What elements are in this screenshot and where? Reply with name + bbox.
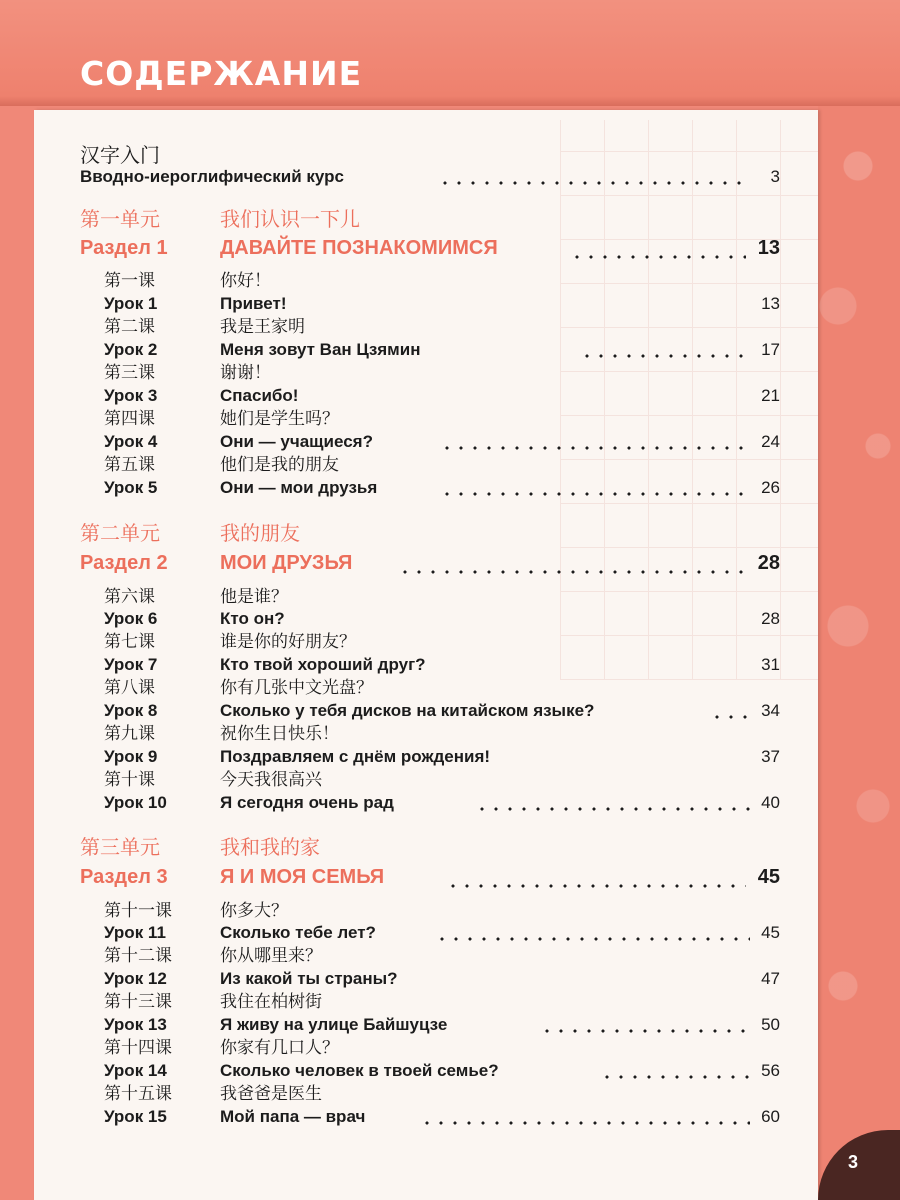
toc-entry-lesson-5[interactable] [80,475,780,501]
lesson-number: Урок 9 [104,747,158,766]
lesson-title: Кто твой хороший друг? [220,655,426,674]
intro-page: 3 [770,167,780,186]
lesson-number: Урок 14 [104,1061,167,1080]
lesson-cn-title: 今天我很高兴 [220,770,322,790]
floral-pattern-strip [818,106,900,1200]
lesson-cn-number: 第二课 [104,317,155,337]
lesson-number: Урок 15 [104,1107,167,1126]
lesson-number: Урок 11 [104,923,166,942]
unit-cn-number: 第一单元 [80,207,160,231]
unit-cn-row [80,206,780,232]
lesson-cn-title: 他是谁？ [220,587,288,607]
lesson-cn-title: 他们是我的朋友 [220,455,339,475]
lesson-number: Урок 4 [104,432,158,451]
unit-cn-title: 我们认识一下儿 [220,207,360,231]
dot-leader [570,255,746,259]
toc-entry-lesson-10[interactable] [80,790,780,816]
lesson-number: Урок 13 [104,1015,167,1034]
lesson-title: Сколько у тебя дисков на китайском языке? [220,701,595,720]
lesson-cn-title: 谁是你的好朋友？ [220,632,356,652]
lesson-cn-number: 第五课 [104,455,155,475]
unit-cn-row [80,520,780,546]
section-page: 28 [757,552,780,574]
lesson-cn-number: 第十一课 [104,901,172,921]
lesson-page: 13 [761,294,780,313]
lesson-page: 28 [761,609,780,628]
lesson-number: Урок 3 [104,386,158,405]
unit-cn-title: 我的朋友 [220,521,300,545]
lesson-cn-title: 你家有几口人？ [220,1038,339,1058]
lesson-page: 31 [761,655,780,674]
lesson-cn-title: 你多大？ [220,901,288,921]
section-title: МОИ ДРУЗЬЯ [220,552,353,574]
lesson-number: Урок 12 [104,969,167,988]
dot-leader [475,807,750,811]
lesson-number: Урок 8 [104,701,158,720]
lesson-number: Урок 2 [104,340,158,359]
lesson-page: 24 [761,432,780,451]
toc-entry-section-2[interactable] [80,550,780,576]
section-label: Раздел 3 [80,866,168,888]
toc-entry-section-3[interactable] [80,864,780,890]
unit-cn-title: 我和我的家 [220,835,320,859]
section-label: Раздел 2 [80,552,168,574]
lesson-cn-title: 祝你生日快乐！ [220,724,339,744]
dot-leader [580,354,750,358]
lesson-title: Поздравляем с днём рождения! [220,747,491,766]
lesson-title: Они — мои друзья [220,478,378,497]
dot-leader [398,570,746,574]
lesson-page: 60 [761,1107,780,1126]
page-number: 3 [848,1152,859,1172]
dot-leader [710,715,750,719]
lesson-number: Урок 1 [104,294,158,313]
lesson-cn-number: 第四课 [104,409,155,429]
lesson-cn-title: 我是王家明 [220,317,305,337]
lesson-page: 56 [761,1061,780,1080]
lesson-title: Меня зовут Ван Цзямин [220,340,421,359]
lesson-title: Сколько человек в твоей семье? [220,1061,499,1080]
unit-cn-number: 第三单元 [80,835,160,859]
dot-leader [420,1121,750,1125]
lesson-cn-number: 第一课 [104,271,155,291]
lesson-cn-number: 第十三课 [104,992,172,1012]
dot-leader [446,884,746,888]
lesson-cn-number: 第六课 [104,587,155,607]
lesson-cn-number: 第八课 [104,678,155,698]
lesson-page: 45 [761,923,780,942]
lesson-title: Я сегодня очень рад [220,793,394,812]
lesson-title: Сколько тебе лет? [220,923,376,942]
toc-entry-intro[interactable] [80,164,780,190]
lesson-title: Кто он? [220,609,285,628]
lesson-page: 17 [761,340,780,359]
lesson-cn-title: 她们是学生吗？ [220,409,339,429]
lesson-cn-number: 第九课 [104,724,155,744]
intro-cn-title: 汉字入门 [80,143,160,167]
lesson-page: 37 [761,747,780,766]
lesson-number: Урок 7 [104,655,158,674]
dot-leader [600,1075,750,1079]
intro-title: Вводно-иероглифический курс [80,167,344,186]
lesson-title: Они — учащиеся? [220,432,373,451]
lesson-cn-title: 你好！ [220,271,271,291]
dot-leader [440,492,750,496]
section-label: Раздел 1 [80,237,168,259]
lesson-number: Урок 6 [104,609,158,628]
lesson-title: Я живу на улице Байшуцзе [220,1015,448,1034]
lesson-page: 26 [761,478,780,497]
lesson-page: 34 [761,701,780,720]
lesson-cn-title: 我爸爸是医生 [220,1084,322,1104]
toc-entry-lesson-15[interactable] [80,1104,780,1130]
lesson-title: Спасибо! [220,386,299,405]
lesson-cn-title: 你从哪里来？ [220,946,322,966]
lesson-page: 50 [761,1015,780,1034]
lesson-cn-number: 第十课 [104,770,155,790]
lesson-cn-title: 我住在柏树街 [220,992,322,1012]
lesson-cn-number: 第十二课 [104,946,172,966]
lesson-cn-title: 谢谢！ [220,363,271,383]
lesson-title: Привет! [220,294,287,313]
section-title: ДАВАЙТЕ ПОЗНАКОМИМСЯ [220,237,498,259]
dot-leader [540,1029,750,1033]
page-title: СОДЕРЖАНИЕ [80,54,363,93]
section-page: 13 [757,237,780,259]
lesson-number: Урок 10 [104,793,167,812]
dot-leader [438,181,750,185]
lesson-cn-number: 第七课 [104,632,155,652]
unit-cn-row [80,834,780,860]
lesson-page: 40 [761,793,780,812]
lesson-cn-title: 你有几张中文光盘？ [220,678,373,698]
lesson-page: 21 [761,386,780,405]
lesson-cn-number: 第十五课 [104,1084,172,1104]
lesson-cn-number: 第十四课 [104,1038,172,1058]
lesson-title: Из какой ты страны? [220,969,398,988]
section-title: Я И МОЯ СЕМЬЯ [220,866,385,888]
lesson-number: Урок 5 [104,478,158,497]
dot-leader [435,937,750,941]
lesson-page: 47 [761,969,780,988]
unit-cn-number: 第二单元 [80,521,160,545]
toc-entry-section-1[interactable] [80,235,780,261]
header-band [0,0,900,106]
lesson-title: Мой папа — врач [220,1107,366,1126]
section-page: 45 [757,866,780,888]
lesson-cn-number: 第三课 [104,363,155,383]
dot-leader [440,446,750,450]
